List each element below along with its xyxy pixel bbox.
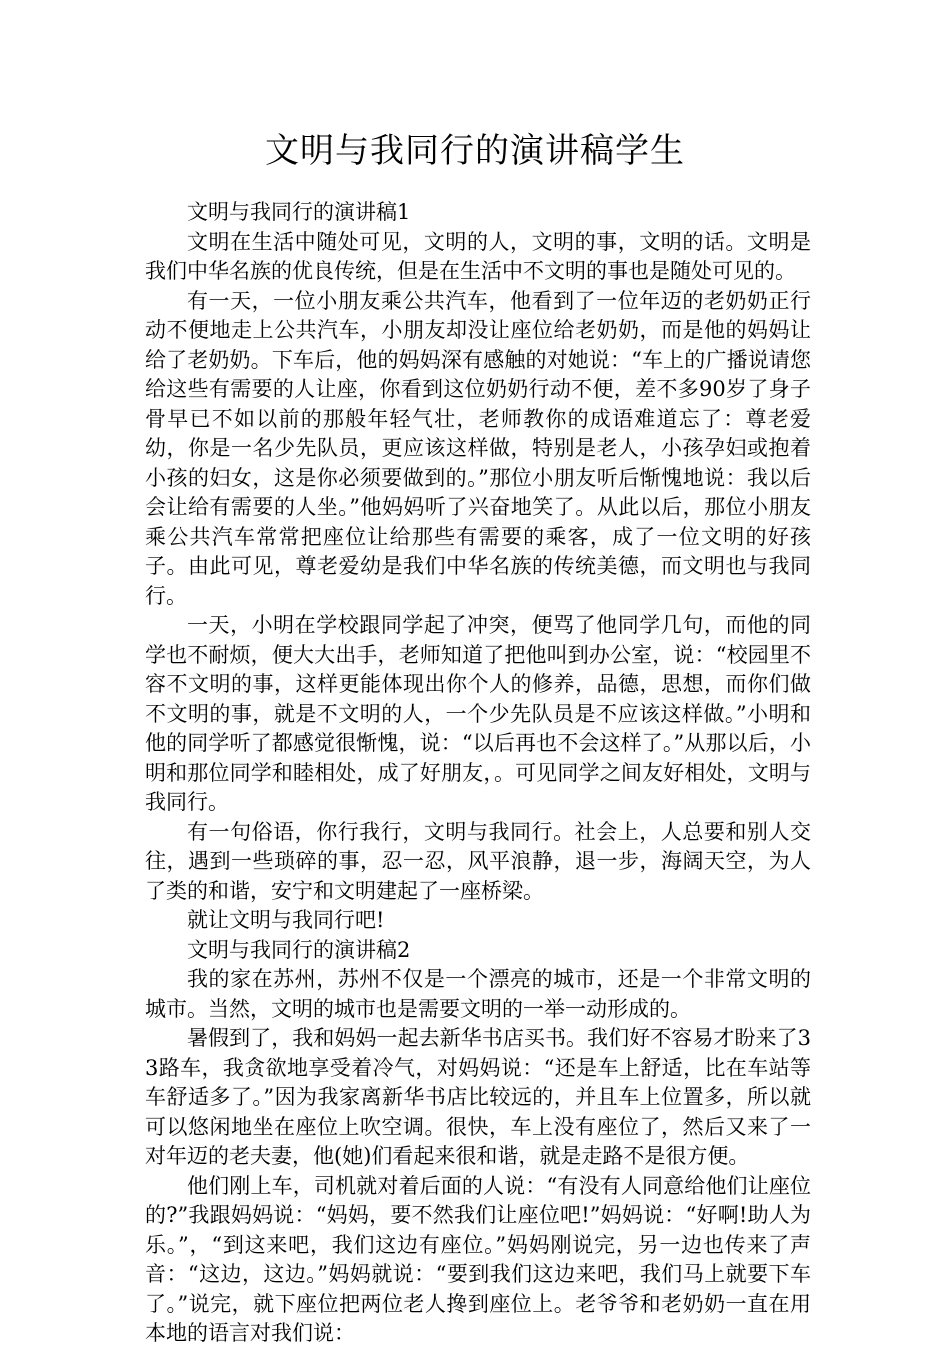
document-title: 文明与我同行的演讲稿学生 [265, 131, 685, 171]
body-paragraph: 文明与我同行的演讲稿2 [187, 937, 411, 962]
body-paragraph: 他们刚上车，司机就对着后面的人说：“有没有人同意给他们让座位的?”我跟妈妈说：“妈妈，要不然我们让座位吧!”妈妈说：“好啊!助人为乐。”，“到这来吧，我们这边有座位。”妈妈刚说完，另一边也传来了声音：“这边，这边。”妈妈就说：“要到我们这边来吧，我们马上就要下车了。”说完，就下座位把两位老人搀到座位上。老爷爷和老奶奶一直在用本地的语言对我们说： [145, 1173, 811, 1345]
body-paragraph: 文明在生活中随处可见，文明的人，文明的事，文明的话。文明是我们中华名族的优良传统，但是在生活中不文明的事也是随处可见的。 [145, 229, 811, 283]
body-paragraph: 文明与我同行的演讲稿1 [187, 200, 411, 224]
body-paragraph: 就让文明与我同行吧! [187, 908, 385, 932]
body-paragraph: 我的家在苏州，苏州不仅是一个漂亮的城市，还是一个非常文明的城市。当然，文明的城市也是需要文明的一举一动形成的。 [145, 967, 811, 1021]
body-paragraph: 暑假到了，我和妈妈一起去新华书店买书。我们好不容易才盼来了33路车，我贪欲地享受着冷气，对妈妈说：“还是车上舒适，比在车站等车舒适多了。”因为我家离新华书店比较远的，并且车上位置多，所以就可以悠闲地坐在座位上吹空调。很快，车上没有座位了，然后又来了一对年迈的老夫妻，他(她)们看起来很和谐，就是走路不是很方便。 [145, 1026, 811, 1168]
body-paragraph: 有一天，一位小朋友乘公共汽车，他看到了一位年迈的老奶奶正行动不便地走上公共汽车，小朋友却没让座位给老奶奶，而是他的妈妈让给了老奶奶。下车后，他的妈妈深有感触的对她说：“车上的广播说请您给这些有需要的人让座，你看到这位奶奶行动不便，差不多90岁了身子骨早已不如以前的那般年轻气壮，老师教你的成语难道忘了：尊老爱幼，你是一名少先队员，更应该这样做，特别是老人，小孩孕妇或抱着小孩的妇女，这是你必须要做到的。”那位小朋友听后惭愧地说：我以后会让给有需要的人坐。”他妈妈听了兴奋地笑了。从此以后，那位小朋友乘公共汽车常常把座位让给那些有需要的乘客，成了一位文明的好孩子。由此可见，尊老爱幼是我们中华名族的传统美德，而文明也与我同行。 [145, 288, 811, 608]
body-paragraph: 有一句俗语，你行我行，文明与我同行。社会上，人总要和别人交往，遇到一些琐碎的事，忍一忍，风平浪静，退一步，海阔天空，为人了类的和谐，安宁和文明建起了一座桥梁。 [145, 819, 811, 903]
body-paragraph: 一天，小明在学校跟同学起了冲突，便骂了他同学几句，而他的同学也不耐烦，便大大出手，老师知道了把他叫到办公室，说：“校园里不容不文明的事，这样更能体现出你个人的修养，品德，思想，而你们做不文明的事，就是不文明的人，一个少先队员是不应该这样做。”小明和他的同学听了都感觉很惭愧，说：“以后再也不会这样了。”从那以后，小明和那位同学和睦相处，成了好朋友，。可见同学之间友好相处，文明与我同行。 [145, 613, 811, 814]
document-body [145, 198, 811, 1349]
